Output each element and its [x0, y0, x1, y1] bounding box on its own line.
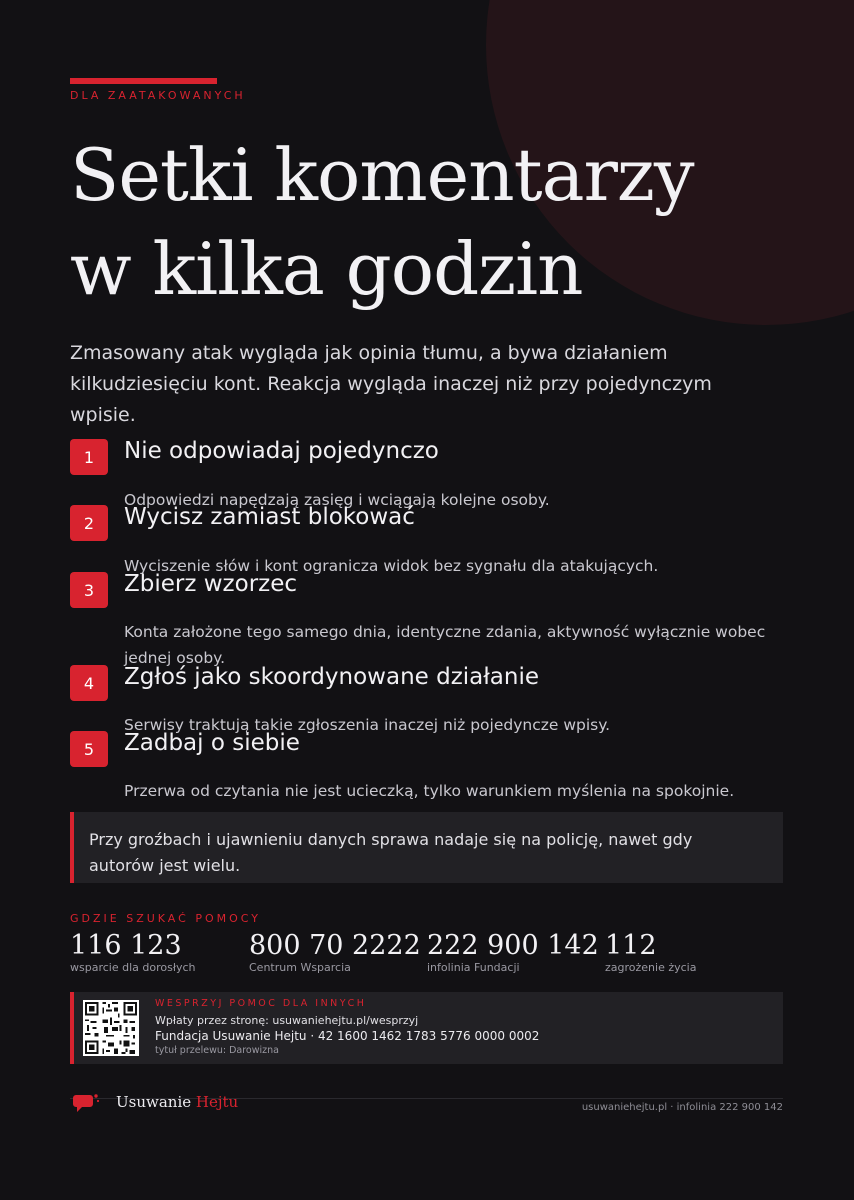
footer-meta: usuwaniehejtu.pl · infolinia 222 900 142: [581, 1102, 783, 1113]
hotline-number: 800 70 2222: [249, 930, 421, 961]
title-line-1: Setki komentarzy: [70, 133, 694, 217]
step-title: Zadbaj o siebie: [124, 730, 300, 756]
step-title: Zgłoś jako skoordynowane działanie: [124, 664, 540, 690]
step-title: Zbierz wzorzec: [124, 571, 298, 597]
police-callout: [70, 812, 783, 883]
title-line-2: w kilka godzin: [70, 227, 583, 311]
hotline-number: 116 123: [70, 930, 182, 961]
eyebrow: DLA ZAATAKOWANYCH: [70, 89, 246, 102]
step-number: 2: [70, 505, 108, 541]
step-number: 4: [70, 665, 108, 701]
accent-bar: [70, 78, 217, 84]
donate-transfer-title: tytuł przelewu: Darowizna: [155, 1045, 279, 1056]
step-title: Wycisz zamiast blokować: [124, 504, 415, 530]
qr-code-icon[interactable]: [83, 1000, 139, 1056]
step-description: Wyciszenie słów i kont ogranicza widok bez sygnału dla atakujących.: [124, 557, 659, 575]
donate-box: [70, 992, 783, 1064]
hotline-label: zagrożenie życia: [605, 961, 697, 974]
hotline-112: [605, 928, 696, 974]
step-number: 5: [70, 731, 108, 767]
hotline-number: 222 900 142: [427, 930, 599, 961]
step-number: 3: [70, 572, 108, 608]
logo-word-2: Hejtu: [195, 1093, 239, 1111]
lead-paragraph: Zmasowany atak wygląda jak opinia tłumu, a bywa działaniem kilkudziesięciu kont. Reakcja wygląda inaczej niż przy pojedynczym wpisie.: [70, 342, 712, 426]
step-description: Przerwa od czytania nie jest ucieczką, tylko warunkiem myślenia na spokojnie.: [124, 782, 735, 800]
hotline-label: infolinia Fundacji: [427, 961, 520, 974]
donate-label: WESPRZYJ POMOC DLA INNYCH: [155, 998, 367, 1009]
step-description: Serwisy traktują takie zgłoszenia inaczej niż pojedyncze wpisy.: [124, 716, 611, 734]
hotline-label: Centrum Wsparcia: [249, 961, 351, 974]
hotline-222900142: [427, 928, 599, 974]
step-description: Konta założone tego samego dnia, identyczne zdania, aktywność wyłącznie wobec jednej osoby.: [124, 623, 766, 667]
logo: [116, 1093, 238, 1111]
help-heading: GDZIE SZUKAĆ POMOCY: [70, 912, 261, 925]
hotline-116123: [70, 928, 196, 974]
hotline-label: wsparcie dla dorosłych: [70, 961, 196, 974]
callout-text: Przy groźbach i ujawnieniu danych sprawa nadaje się na policję, nawet gdy autorów jest wielu.: [89, 830, 693, 875]
speech-bubble-icon: [72, 1092, 100, 1118]
step-number: 1: [70, 439, 108, 475]
hotline-number: 112: [605, 930, 657, 961]
hotline-800702222: [249, 928, 421, 974]
logo-word-1: Usuwanie: [116, 1093, 192, 1111]
step-title: Nie odpowiadaj pojedynczo: [124, 438, 439, 464]
page-title: [70, 128, 694, 316]
donate-url: Wpłaty przez stronę: usuwaniehejtu.pl/wesprzyj: [155, 1014, 419, 1027]
step-description: Odpowiedzi napędzają zasięg i wciągają kolejne osoby.: [124, 491, 550, 509]
donate-account: Fundacja Usuwanie Hejtu · 42 1600 1462 1783 5776 0000 0002: [155, 1029, 540, 1043]
